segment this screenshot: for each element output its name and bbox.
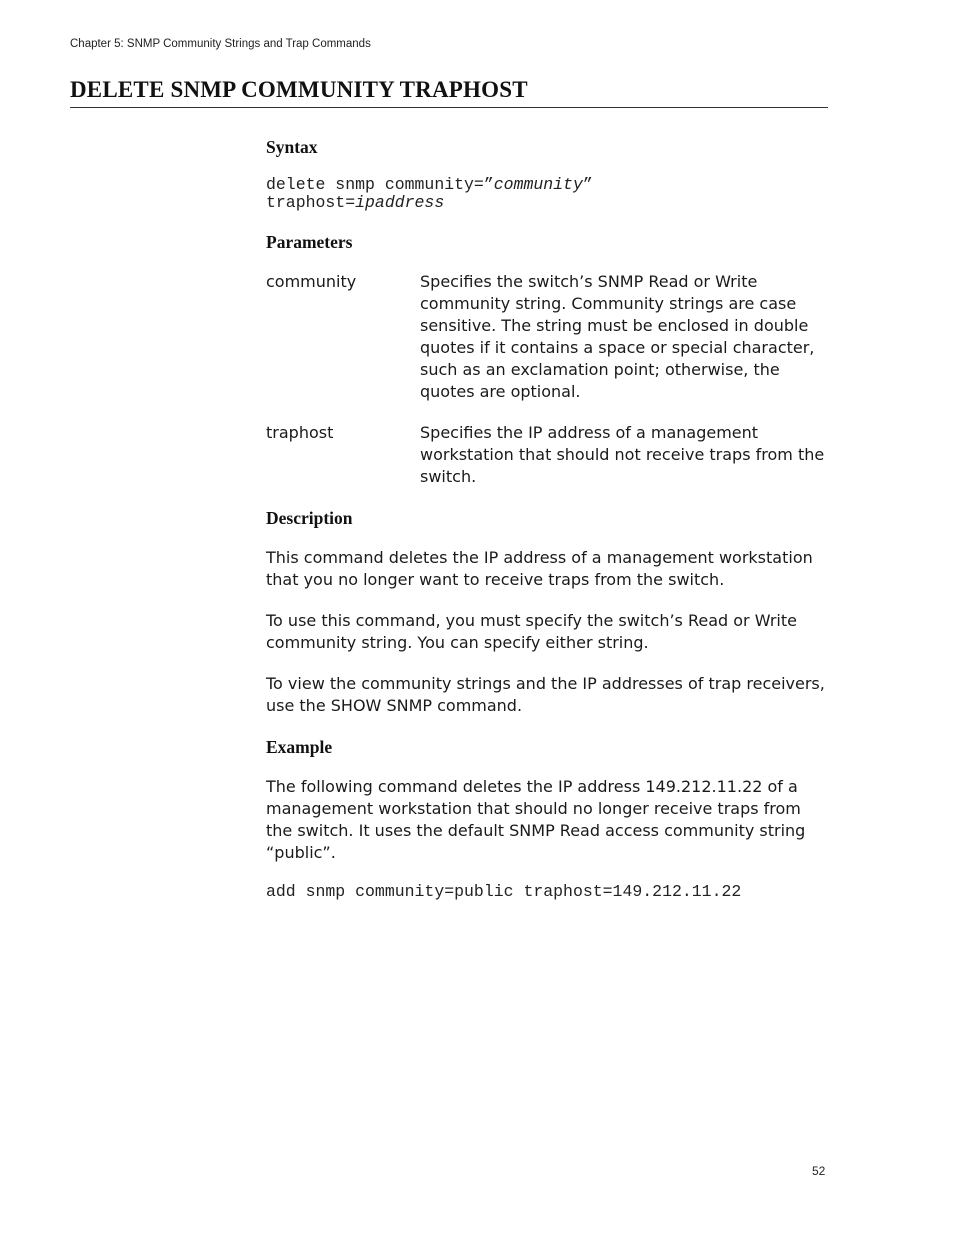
syntax-line1-suffix: ” <box>582 175 593 194</box>
syntax-code <box>266 176 831 212</box>
description-paragraph: To view the community strings and the IP addresses of trap receivers, use the SHOW SNMP command. <box>266 674 825 715</box>
parameters-heading: Parameters <box>266 232 353 252</box>
syntax-line1-variable: community <box>493 175 583 194</box>
description-heading: Description <box>266 508 353 528</box>
example-code: add snmp community=public traphost=149.212.11.22 <box>266 882 742 901</box>
syntax-line1-prefix: delete snmp community=” <box>266 175 494 194</box>
example-heading: Example <box>266 737 333 757</box>
parameter-row-traphost <box>266 422 831 488</box>
parameter-description: Specifies the IP address of a management workstation that should not receive traps from the switch. <box>420 423 825 486</box>
main-content <box>266 136 831 920</box>
example-paragraph: The following command deletes the IP address 149.212.11.22 of a management workstation that should no longer receive traps from the switch. It uses the default SNMP Read access community string “public”. <box>266 777 806 862</box>
page-title: DELETE SNMP COMMUNITY TRAPHOST <box>70 77 828 108</box>
description-paragraph: To use this command, you must specify the switch’s Read or Write community string. You can specify either string. <box>266 611 797 652</box>
description-paragraph: This command deletes the IP address of a management workstation that you no longer want to receive traps from the switch. <box>266 548 813 589</box>
syntax-heading: Syntax <box>266 137 318 157</box>
syntax-line2-prefix: traphost= <box>266 193 356 212</box>
running-head: Chapter 5: SNMP Community Strings and Trap Commands <box>70 38 371 50</box>
syntax-line2-variable: ipaddress <box>355 193 445 212</box>
parameter-name: community <box>266 272 357 291</box>
page-number: 52 <box>812 1164 826 1178</box>
parameter-name: traphost <box>266 423 334 442</box>
parameter-row-community <box>266 271 831 403</box>
parameter-description: Specifies the switch’s SNMP Read or Write community string. Community strings are case sensitive. The string must be enclosed in double quotes if it contains a space or special character, such as an exclamation point; otherwise, the quotes are optional. <box>420 272 815 401</box>
